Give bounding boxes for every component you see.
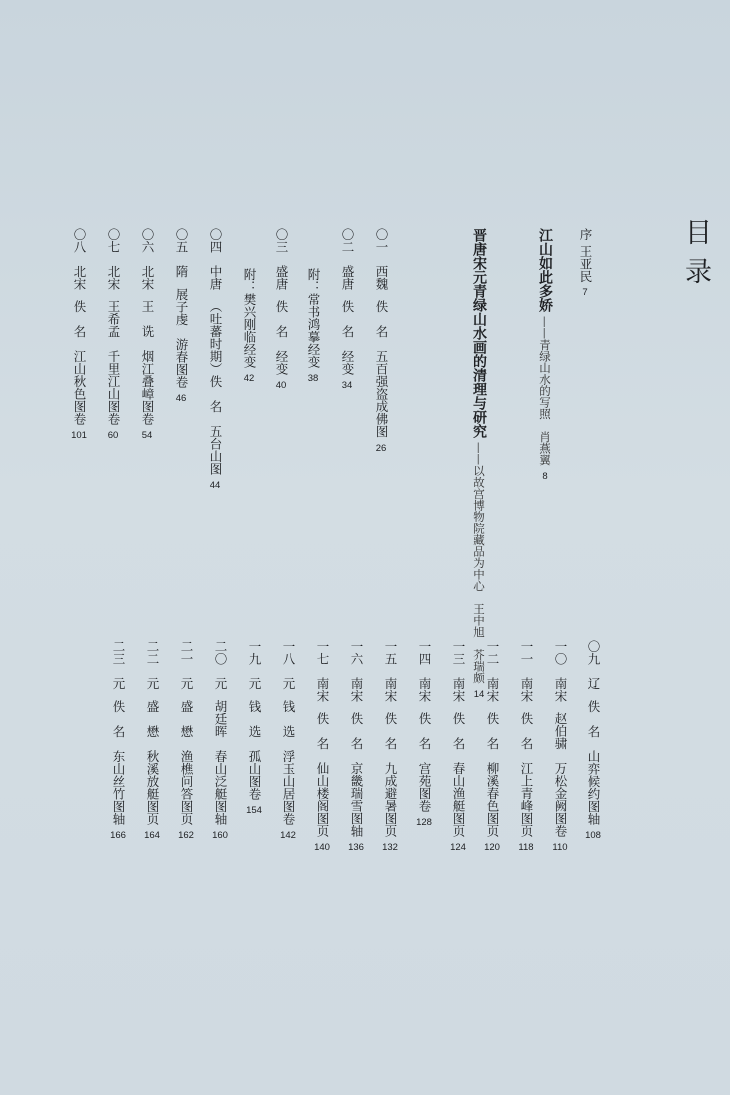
entry-page-number: 54 — [141, 430, 153, 441]
entry-page-number: 132 — [382, 842, 398, 853]
toc-entry — [530, 228, 560, 600]
entry-period: 元 — [281, 677, 296, 690]
entry-title: 王 诜 烟江叠嶂图卷 — [140, 300, 155, 425]
entry-number: 一二 — [485, 640, 500, 665]
entry-period: 中唐 — [208, 265, 223, 290]
toc-entry — [409, 640, 439, 1040]
toc-entry — [545, 640, 575, 1040]
entry-title: 盛 懋 秋溪放艇图页 — [145, 699, 160, 825]
toc-entry — [137, 640, 167, 1040]
entry-title: 佚 名 江上青峰图页 — [519, 712, 534, 837]
entry-title: 佚 名 五百强盗成佛图 — [374, 300, 389, 438]
entry-number: 二二 — [145, 640, 160, 665]
entry-number: 一六 — [349, 640, 364, 665]
entry-number: 序 — [578, 228, 593, 241]
entry-page-number: 44 — [209, 480, 221, 491]
entry-page-number: 164 — [144, 829, 160, 841]
entry-period: 南宋 — [383, 677, 398, 702]
entry-number: 一四 — [417, 640, 432, 665]
entry-period: 北宋 — [106, 265, 121, 290]
entry-title: 赵伯骕 万松金阙图卷 — [553, 712, 568, 837]
entry-page-number: 124 — [450, 842, 466, 853]
entry-page-number: 118 — [518, 842, 534, 853]
entry-page-number: 136 — [348, 842, 364, 853]
entry-page-number: 42 — [243, 373, 255, 384]
entry-page-number: 60 — [107, 430, 119, 441]
toc-entry — [298, 228, 328, 600]
entry-number: 〇八 — [72, 228, 87, 253]
toc-entry — [273, 640, 303, 1040]
entry-number: 一五 — [383, 640, 398, 665]
entry-period: 盛唐 — [274, 265, 289, 290]
entry-number: 二三 — [111, 640, 126, 665]
entry-title: 钱 选 浮玉山居图卷 — [281, 699, 296, 825]
entry-number: 〇九 — [586, 640, 601, 665]
entry-period: 西魏 — [374, 265, 389, 290]
entry-page-number: 108 — [585, 829, 601, 841]
toc-entry — [132, 228, 162, 600]
entry-number: 一九 — [247, 640, 262, 665]
entry-title: （吐蕃时期）佚 名 五台山图 — [208, 300, 223, 475]
entry-number: 一三 — [451, 640, 466, 665]
entry-period: 南宋 — [451, 677, 466, 702]
entry-title: 胡廷晖 春山泛艇图轴 — [213, 699, 228, 825]
entry-number: 一八 — [281, 640, 296, 665]
toc-entry — [64, 228, 94, 600]
entry-page-number: 26 — [375, 442, 387, 454]
entry-number: 〇二 — [340, 228, 355, 253]
toc-entry — [477, 640, 507, 1040]
entry-title: 附：樊兴刚临经变 — [242, 268, 257, 368]
entry-period: 隋 — [174, 265, 189, 278]
entry-period: 南宋 — [349, 677, 364, 702]
entry-period: 北宋 — [72, 265, 87, 290]
entry-title: 佚 名 仙山楼阁图页 — [315, 712, 330, 837]
entry-title: ——以故宫博物院藏品为中心 王中旭 芥瑞颇 — [472, 442, 486, 684]
toc-entry — [234, 228, 264, 600]
entry-title: 佚 名 九成避暑图页 — [383, 712, 398, 837]
entry-period: 元 — [247, 677, 262, 690]
entry-number: 一〇 — [553, 640, 568, 665]
entry-number: 〇六 — [140, 228, 155, 253]
toc-entry — [171, 640, 201, 1040]
entry-title: 佚 名 春山渔艇图页 — [451, 712, 466, 837]
entry-page-number: 120 — [484, 842, 500, 853]
entry-period: 辽 — [586, 677, 601, 690]
toc-entry — [341, 640, 371, 1040]
entry-page-number: 140 — [314, 842, 330, 853]
toc-entry — [570, 228, 600, 600]
toc-entry — [578, 640, 608, 1040]
entry-number: 〇四 — [208, 228, 223, 253]
toc-entry — [307, 640, 337, 1040]
entry-page-number: 8 — [542, 470, 548, 482]
entry-number: 〇三 — [274, 228, 289, 253]
entry-page-number: 34 — [341, 380, 353, 391]
entry-period: 北宋 — [140, 265, 155, 290]
toc-entry — [443, 640, 473, 1040]
entry-number: 二〇 — [213, 640, 228, 665]
toc-entry — [166, 228, 196, 600]
entry-number: 二一 — [179, 640, 194, 665]
entry-page-number: 7 — [582, 287, 588, 298]
entry-number: 江山如此多娇 — [537, 228, 553, 312]
entry-title: 佚 名 经变 — [274, 300, 289, 375]
entry-page-number: 101 — [71, 430, 87, 441]
toc-entry — [200, 228, 230, 600]
entry-number: 〇七 — [106, 228, 121, 253]
entry-page-number: 46 — [175, 392, 187, 404]
entry-number: 晋唐宋元青绿山水画的清理与研究 — [471, 228, 487, 438]
entry-number: 〇五 — [174, 228, 189, 253]
page-title: 目录 — [680, 218, 711, 296]
entry-page-number: 154 — [246, 804, 262, 816]
entry-page-number: 160 — [212, 829, 228, 841]
entry-period: 南宋 — [315, 677, 330, 702]
entry-number: 〇一 — [374, 228, 389, 253]
entry-title: 盛 懋 渔樵问答图页 — [179, 699, 194, 825]
toc-entry — [239, 640, 269, 1040]
entry-page-number: 110 — [552, 842, 568, 853]
entry-title: 佚 名 经变 — [340, 300, 355, 375]
entry-title: 佚 名 京畿瑞雪图轴 — [349, 712, 364, 837]
entry-title: 佚 名 东山丝竹图轴 — [111, 699, 126, 825]
entry-period: 元 — [145, 677, 160, 690]
toc-entry — [205, 640, 235, 1040]
entry-period: 南宋 — [485, 677, 500, 702]
entry-number: 一一 — [519, 640, 534, 665]
entry-title: 王亚民 — [578, 244, 593, 282]
toc-entry — [266, 228, 296, 600]
entry-title: 佚 名 江山秋色图卷 — [72, 300, 87, 425]
entry-title: 佚 名 宫苑图卷 — [417, 712, 432, 812]
entry-page-number: 38 — [307, 373, 319, 384]
entry-period: 元 — [111, 677, 126, 690]
entry-title: 王希孟 千里江山图卷 — [106, 300, 121, 425]
entry-number: 一七 — [315, 640, 330, 665]
entry-page-number: 128 — [416, 817, 432, 828]
entry-page-number: 162 — [178, 829, 194, 841]
entry-title: 钱 选 孤山图卷 — [247, 699, 262, 800]
entry-page-number: 40 — [275, 380, 287, 391]
toc-entry — [103, 640, 133, 1040]
entry-period: 南宋 — [417, 677, 432, 702]
entry-period: 盛唐 — [340, 265, 355, 290]
entry-period: 元 — [179, 677, 194, 690]
toc-entry — [98, 228, 128, 600]
toc-entry — [375, 640, 405, 1040]
entry-page-number: 166 — [110, 829, 126, 841]
entry-title: 佚 名 柳溪春色图页 — [485, 712, 500, 837]
entry-page-number: 142 — [280, 829, 296, 841]
entry-period: 元 — [213, 677, 228, 690]
toc-entry — [366, 228, 396, 600]
toc-entry — [332, 228, 362, 600]
entry-period: 南宋 — [553, 677, 568, 702]
entry-title: 展子虔 游春图卷 — [174, 287, 189, 388]
entry-title: 附：常书鸿摹经变 — [306, 268, 321, 368]
entry-period: 南宋 — [519, 677, 534, 702]
toc-entry — [511, 640, 541, 1040]
entry-title: ——青绿山水的写照 肖燕翼 — [538, 316, 552, 466]
entry-title: 佚 名 山弈候约图轴 — [586, 699, 601, 825]
entry-page-number: 14 — [473, 688, 485, 700]
